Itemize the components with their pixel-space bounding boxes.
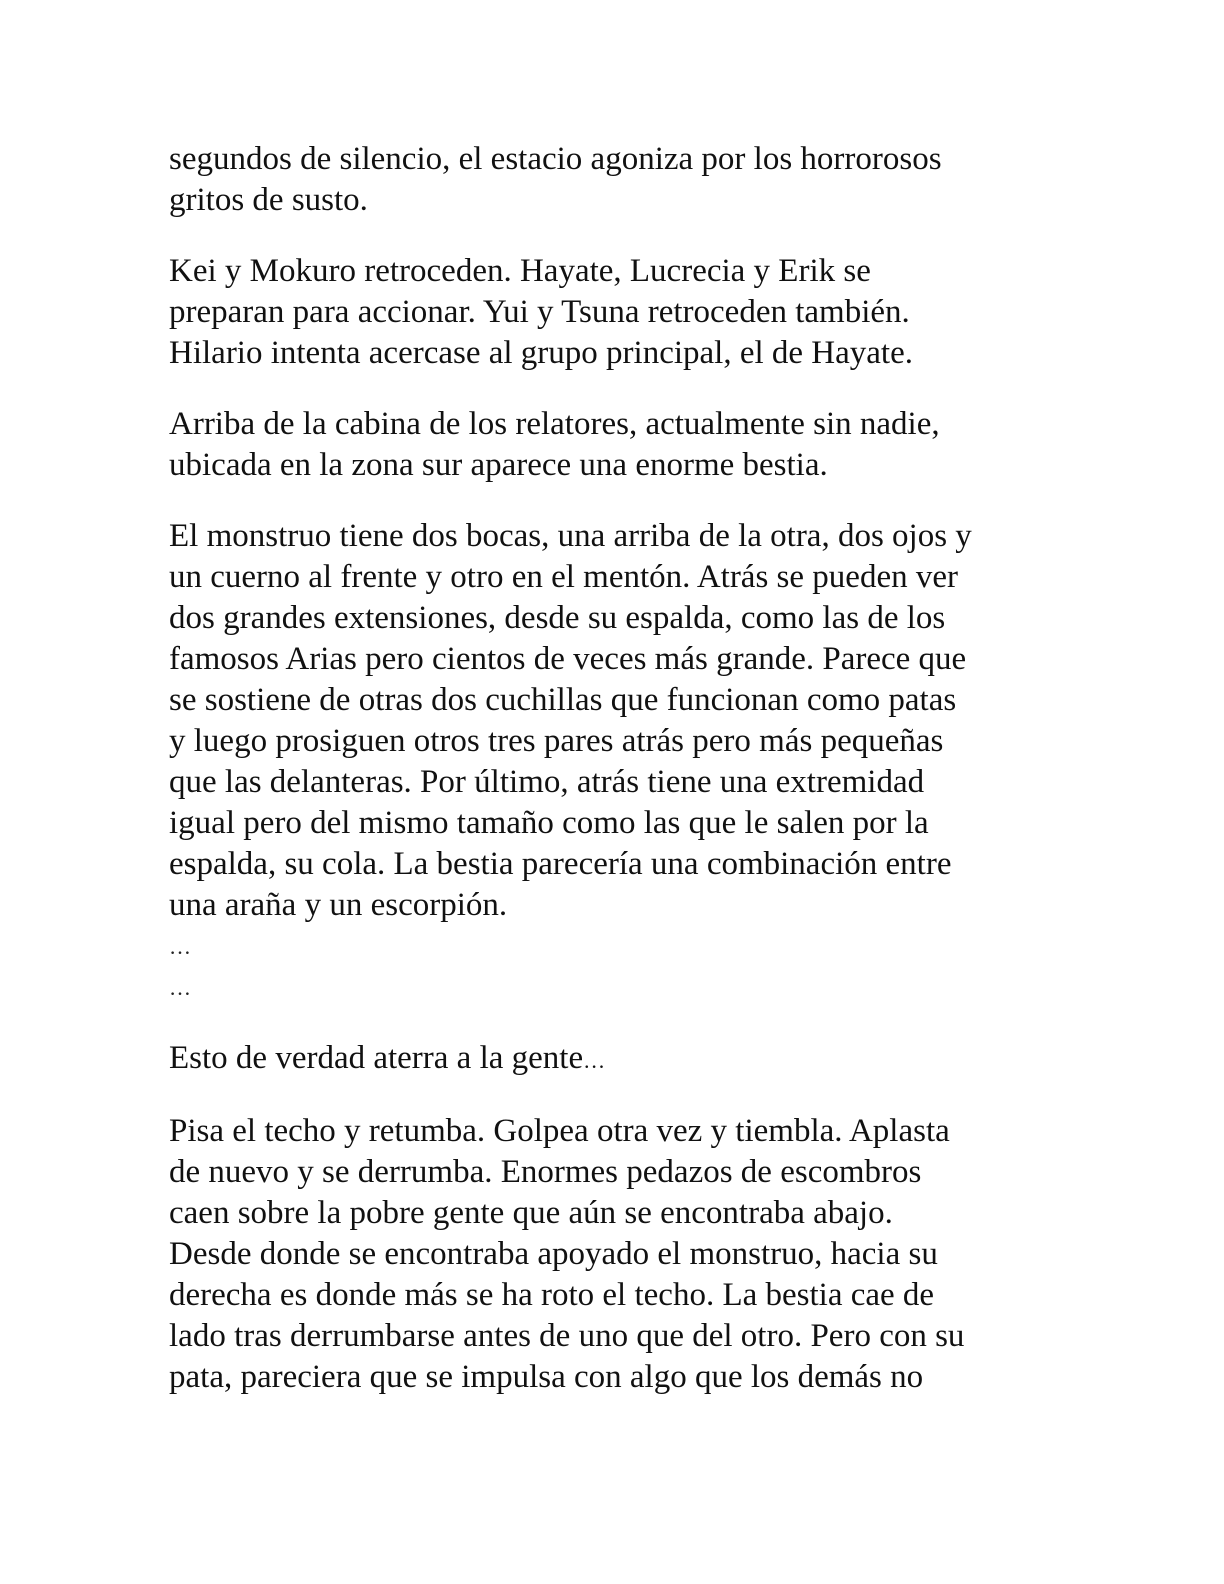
ellipsis-line-2: … [169, 975, 191, 1000]
ellipsis-separator [169, 926, 1049, 1008]
document-page [169, 139, 1049, 1428]
paragraph-1: segundos de silencio, el estacio agoniza por los horrorosos gritos de susto. [169, 141, 942, 218]
paragraph-esto [169, 1038, 1049, 1081]
esto-ellipsis: … [583, 1048, 606, 1073]
paragraph-4: El monstruo tiene dos bocas, una arriba de la otra, dos ojos y un cuerno al frente y otro en el mentón. Atrás se pueden ver dos grandes extensiones, desde su espalda, como las de los famosos Arias pero cientos de veces más grande. Parece que se sostiene de otras dos cuchillas que funcionan como patas y luego prosiguen otros tres pares atrás pero más pequeñas que las delanteras. Por último, atrás tiene una extremidad igual pero del mismo tamaño como las que le salen por la espalda, su cola. La bestia parecería una combinación entre una araña y un escorpión. [169, 518, 972, 923]
esto-text: Esto de verdad aterra a la gente [169, 1040, 584, 1076]
paragraph-final: Pisa el techo y retumba. Golpea otra vez y tiembla. Aplasta de nuevo y se derrumba. Enormes pedazos de escombros caen sobre la pobre gente que aún se encontraba abajo. Desde donde se encontraba apoyado el monstruo, hacia su derecha es donde más se ha roto el techo. La bestia cae de lado tras derrumbarse antes de uno que del otro. Pero con su pata, pareciera que se impulsa con algo que los demás no [169, 1113, 965, 1395]
ellipsis-line-1: … [169, 934, 191, 959]
paragraph-3: Arriba de la cabina de los relatores, actualmente sin nadie, ubicada en la zona sur aparece una enorme bestia. [169, 406, 940, 483]
paragraph-2: Kei y Mokuro retroceden. Hayate, Lucrecia y Erik se preparan para accionar. Yui y Tsuna retroceden también. Hilario intenta acercase al grupo principal, el de Hayate. [169, 253, 913, 371]
